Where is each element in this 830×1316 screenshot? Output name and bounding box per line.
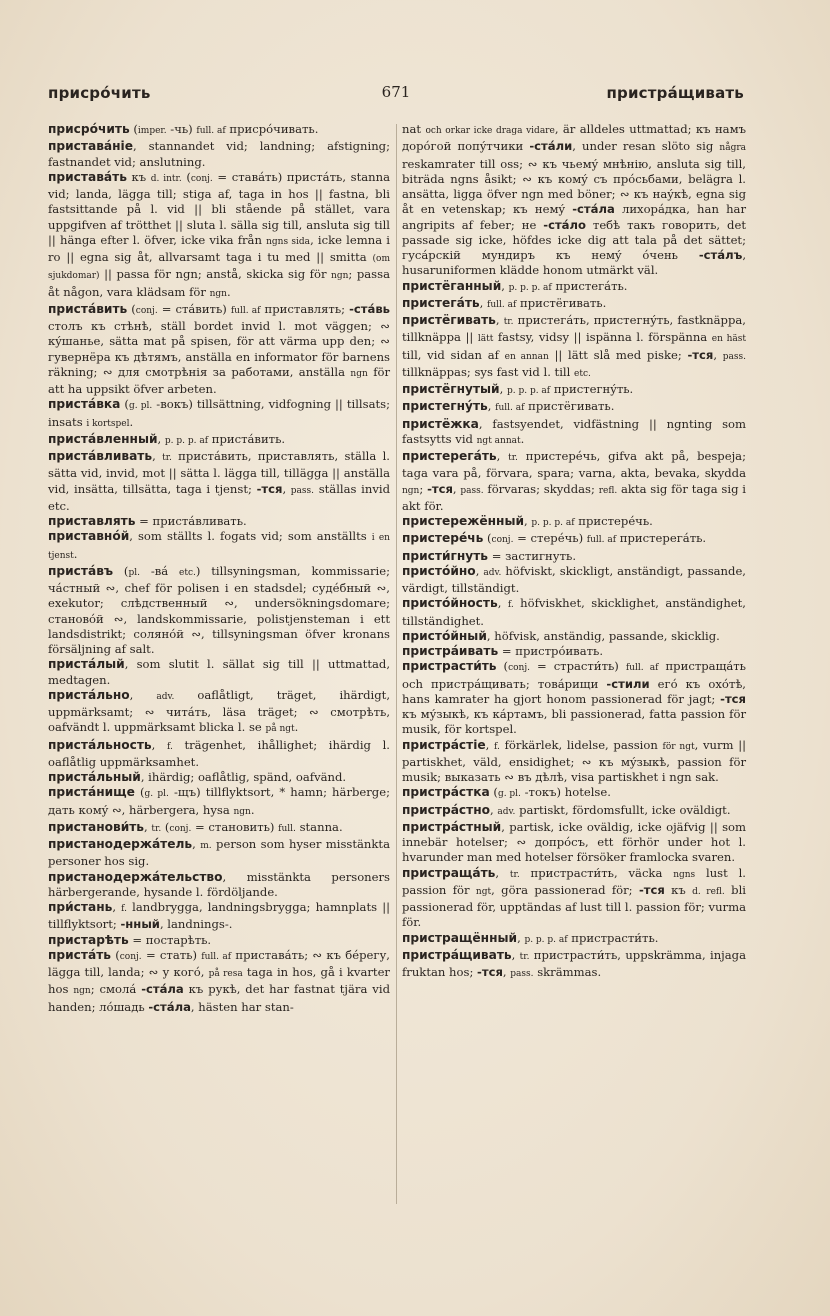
column-divider: [396, 124, 397, 1204]
running-head: [48, 84, 744, 108]
header-left-word: присрóчить: [48, 84, 151, 102]
dictionary-entry: пристанодержáтель, m. person som hyser misstänkta personer hos sig.: [48, 837, 390, 869]
dictionary-entry: пристережённый, p. p. p. af пристерéчь.: [402, 514, 653, 528]
dictionary-entry: пристегнýть, full. af пристёгивать.: [402, 399, 615, 414]
dictionary-entry: пристáвить (conj. = стáвить) full. af приставлять; -стáвь столъ къ стѣнѣ, ställ bordet invid l. mot väggen; ∾ кýшанье, sätta mat på spisen, för att värma upp den; ∾ гувернёра къ дѣтямъ, anställa en informator för barnens räkning; ∾ для смотрѣнія за работами, anställa ngn för att ha uppsikt öfver arbeten.: [48, 301, 391, 396]
dictionary-entry: пристáнище (g. pl. -щъ) tillflyktsort, * hamn; härberge; дать комý ∾, härbergera, hysa ngn.: [48, 785, 390, 817]
left-column: [48, 122, 390, 1015]
dictionary-entry: пристрáстіе, f. förkärlek, lidelse, passion för ngt, vurm || partiskhet, väld, ensidighet; ∾ къ мýзыкѣ, passion för musik; выказать ∾ въ дѣлѣ, visa partiskhet i ngn sak.: [402, 737, 747, 784]
dictionary-entry: пристрáстка (g. pl. -токъ) hotelse.: [402, 785, 611, 800]
dictionary-entry: пристёгивать, tr. пристегáть, пристегнýть, fastknäppa, tillknäppa || lätt fastsy, vidsy || ispänna l. förspänna en häst till, vid sidan af en annan || lätt slå med piske; -тся, pass. tillknäppas; sys fast vid l. till etc.: [402, 313, 746, 379]
dictionary-entry: пристерéчь (conj. = стерéчь) full. af пристерегáть.: [402, 531, 707, 546]
dictionary-entry: пристáвъ (pl. -вá etc.) tillsyningsman, kommissarie; чáстный ∾, chef för polisen i en stadsdel; судéбный ∾, exekutor; слѣдственный ∾, undersökningsdomare; становóй ∾, landskommissarie, polistjensteman i ett landsdistrikt; солянóй ∾, tillsyningsman öfver kronans försäljning af salt.: [48, 563, 390, 656]
dictionary-entry: пристáльность, f. trägenhet, ihållighet; ihärdig l. oaflåtlig uppmärksamhet.: [48, 737, 390, 769]
dictionary-entry: пристанови́ть, tr. (conj. = становить) full. stanna.: [48, 819, 343, 834]
dictionary-entry: пристращáть, tr. пристрасти́ть, väcka ngns lust l. passion för ngt, göra passionerad för; -тся къ d. refl. bli passionerad för, upptändas af lust till l. passion för; vurma för.: [402, 865, 746, 930]
dictionary-entry: присрóчить (imper. -чь) full. af присрóчивать.: [48, 122, 319, 136]
dictionary-entry: пристрáстно, adv. partiskt, fördomsfullt, icke oväldigt.: [402, 802, 731, 817]
dictionary-entry: пристóйный, höfvisk, anständig, passande, skicklig.: [402, 628, 720, 643]
dictionary-entry: пристерегáть, tr. пристерéчь, gifva akt på, bespeja; taga vara på, förvara, spara; varna, akta, bevaka, skydda ngn; -тся, pass. förvaras; skyddas; refl. akta sig för taga sig i akt för.: [402, 449, 746, 513]
dictionary-entry: пристáлый, som slutit l. sällat sig till || uttmattad, medtagen.: [48, 657, 390, 687]
right-column: [402, 122, 746, 982]
page-number: 671: [381, 83, 411, 101]
dictionary-entry: nat och orkar icke draga vidare, är alldeles uttmattad; къ намъ дорóгой попýтчики -стáли, under resan slöto sig några reskamrater till oss; ∾ къ чьемý мнѣнію, ansluta sig till, biträda ngns åsikt; ∾ къ комý съ прóсьбами, belägra l. ansätta, ligga öfver ngn med böner; ∾ къ наýкѣ, egna sig åt en vetenskap; къ немý -стáла лихорáдка, han har angripits af feber; не -стáло тебѣ такъ говорить, det passade sig icke, höfdes icke dig att tala på det sättet; гусáрскій мундиръ къ немý óчень -стáлъ, husaruniformen klädde honom utmärkt väl.: [402, 122, 747, 278]
dictionary-entry: пристёгнутый, p. p. p. af пристегнýть.: [402, 382, 634, 396]
dictionary-entry: пристáльный, ihärdig; oaflåtlig, spänd, oafvänd.: [48, 770, 347, 784]
dictionary-entry: пристёганный, p. p. p. af пристегáть.: [402, 278, 628, 293]
dictionary-entry: пристáть (conj. = стать) full. af приставáть; ∾ къ бéрегу, lägga till, landa; ∾ у когó, på resa taga in hos, gå i kvarter hos ngn; смолá -стáла къ рукѣ, det har fastnat tjära vid handen; лóшадь -стáла, hästen har stan-: [48, 947, 390, 1014]
dictionary-entry: пристрáщивать, tr. пристрасти́ть, uppskrämma, injaga fruktan hos; -тся, pass. skrämmas.: [402, 947, 746, 979]
dictionary-entry: приставáніе, stannandet vid; landning; afstigning; fastnandet vid; anslutning.: [48, 139, 390, 169]
header-right-word: пристрáщивать: [606, 84, 744, 102]
dictionary-entry: пристращённый, p. p. p. af пристрасти́ть.: [402, 930, 659, 945]
dictionary-entry: приставнóй, som ställts l. fogats vid; som anställts i en tjenst.: [48, 529, 390, 561]
dictionary-entry: при́стань, f. landbrygga, landningsbrygga; hamnplats || tillflyktsort; -нный, landnings-.: [48, 900, 391, 932]
dictionary-entry: пристёжка, fastsyendet, vidfästning || ngnting som fastsytts vid ngt annat.: [402, 416, 746, 446]
dictionary-entry: пристарѣть = постарѣть.: [48, 932, 212, 947]
dictionary-entry: пристанодержáтельство, misstänkta personers härbergerande, hysande l. fördöljande.: [48, 869, 390, 899]
dictionary-entry: пристегáть, full. af пристёгивать.: [402, 295, 607, 310]
dictionary-entry: пристáвливать, tr. пристáвить, приставлять, ställa l. sätta vid, invid, mot || sätta l. lägga till, tillägga || anställa vid, insätta, tillsätta, taga i tjenst; -тся, pass. ställas invid etc.: [48, 449, 391, 513]
dictionary-entry: пристóйно, adv. höfviskt, skickligt, anständigt, passande, värdigt, tillständigt.: [402, 563, 746, 595]
dictionary-entry: приставлять = пристáвливать.: [48, 514, 247, 528]
dictionary-entry: пристрáстный, partisk, icke oväldig, icke ojäfvig || som innebär hotelser; ∾ допрóсъ, ett förhör under hot l. hvarunder man med hotelser försöker framlocka svaren.: [402, 819, 746, 865]
dictionary-entry: пристрасти́ть (conj. = страсти́ть) full. af пристращáть och пристрáщивать; товáрищи -стили егó къ охóтѣ, hans kamrater ha gjort honom passionerad för jagt; -тся къ мýзыкѣ, къ кáртамъ, bli passionerad, fatta passion för musik, för kortspel.: [402, 659, 746, 737]
dictionary-entry: пристрáивать = пристрóивать.: [402, 644, 604, 658]
dictionary-entry: пристáвка (g. pl. -вокъ) tillsättning, vidfogning || tillsats; insats i kortspel.: [48, 397, 390, 429]
dictionary-entry: присти́гнуть = застигнуть.: [402, 548, 577, 563]
dictionary-entry: приставáть къ d. intr. (conj. = ставáть) пристáть, stanna vid; landa, lägga till; stiga af, taga in hos || fastna, bli fastsittande på l. vid || bli stående på stället, vara uppgifven af trötthet || sluta l. sälla sig till, ansluta sig till || hänga efter l. öfver, icke vika från ngns sida, icke lemna i ro || egna sig åt, allvarsamt taga i tu med || smitta (om sjukdomar) || passa för ngn; anstå, skicka sig för ngn; passa åt någon, vara klädsam för ngn.: [48, 169, 390, 299]
dictionary-entry: пристáльно, adv. oaflåtligt, träget, ihärdigt, uppmärksamt; ∾ читáть, läsa träget; ∾ смотрѣть, oafvändt l. uppmärksamt blicka l. se på ngt.: [48, 687, 391, 735]
dictionary-entry: пристóйность, f. höfviskhet, skicklighet, anständighet, tillständighet.: [402, 596, 746, 628]
dictionary-entry: пристáвленный, p. p. p. af пристáвить.: [48, 431, 286, 446]
